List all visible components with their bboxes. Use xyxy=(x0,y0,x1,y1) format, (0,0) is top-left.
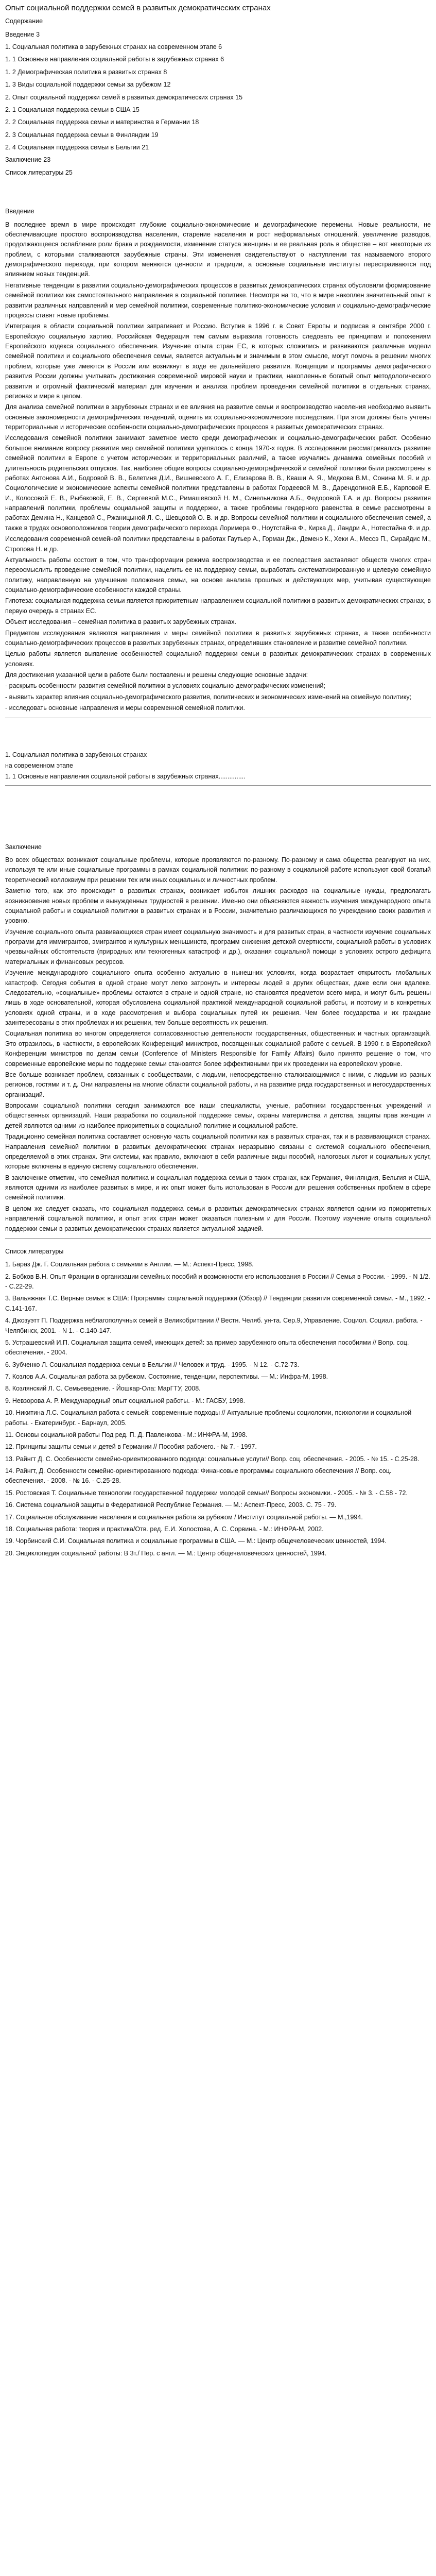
source-item: 18. Социальная работа: теория и практика/Отв. ред. Е.И. Холостова, А. С. Сорвина. - М.: ИНФРА-М, 2002. xyxy=(5,1525,324,1533)
intro-paragraph: Актуальность работы состоит в том, что трансформации режима воспроизводства и ее последствия заставляют обществ многих стран переосмыслить проведение семейной политики, нацелить ее на поддержку семьи, выработать систематизированную и целевую семейную политику, направленную на улучшение положения семьи, на основе анализа прошлых и действующих мер, учитывая существующие социально-демографические особенности каждой страны. xyxy=(5,556,431,594)
intro-paragraph: Объект исследования – семейная политика в развитых зарубежных странах. xyxy=(5,618,236,626)
intro-paragraph: Для достижения указанной цели в работе были поставлены и решены следующие основные задачи: xyxy=(5,671,308,679)
intro-paragraph: Негативные тенденции в развитии социально-демографических процессов в развитых демократических странах обусловили формирование семейной политики как самостоятельного направления в социальной политике. Несмотря на то, что в мире накоплен значительный опыт в развитии различных направлений и мер семейной политики, современные политико-экономические условия и социально-демографические процессы ставят новые проблемы. xyxy=(5,281,431,319)
source-item: 17. Социальное обслуживание населения и социальная работа за рубежом / Институт социальной работы. — М.,1994. xyxy=(5,1513,363,1521)
source-item: 10. Никитина Л.С. Социальная работа с семьей: современные подходы // Актуальные проблемы социологии, психологии и социальной работы. - Екатеринбург. - Барнаул, 2005. xyxy=(5,1409,412,1427)
intro-paragraph: - раскрыть особенности развития семейной политики в условиях социально-демографических изменений; xyxy=(5,682,325,690)
source-item: 12. Принципы защиты семьи и детей в Германии // Пособия рабочего. - № 7. - 1997. xyxy=(5,1443,257,1451)
toc-heading: Содержание xyxy=(5,18,43,25)
source-item: 5. Устрашевский И.П. Социальная защита семей, имеющих детей: за пример зарубежного опыта обеспечения пособиями // Вопр. соц. обеспечения. - 2004. xyxy=(5,1338,409,1357)
intro-paragraph: Предметом исследования являются направления и меры семейной политики в развитых зарубежных странах, а также особенности социально-демографических процессов в развитых зарубежных странах, определивших становление и развитие семейной политики. xyxy=(5,629,431,647)
source-item: 15. Ростовская Т. Социальные технологии государственной поддержки молодой семьи// Вопросы экономики. - 2005. - № 3. - С.58 - 72. xyxy=(5,1489,408,1497)
source-item: 2. Бобков В.Н. Опыт Франции в организации семейных пособий и возможности его использования в России // Семья в России. - 1999. - N 1/2. - С.22-29. xyxy=(5,1273,430,1290)
toc-item[interactable]: 2. 4 Социальная поддержка семьи в Бельгии 21 xyxy=(5,144,149,151)
source-item: 8. Козлянский Л. С. Семьеведение. - Йошкар-Ола: МарГТУ, 2008. xyxy=(5,1385,201,1393)
source-item: 14. Райнгт, Д. Особенности семейно-ориентированного подхода: Финансовые программы социального обеспечения // Вопр. соц. обеспечения. - 2008. - № 16. - С.25-28. xyxy=(5,1467,392,1485)
conclusion-heading: Заключение xyxy=(5,843,42,851)
toc-item[interactable]: 2. 2 Социальная поддержка семьи и материнства в Германии 18 xyxy=(5,118,199,126)
divider xyxy=(5,785,431,786)
source-item: 19. Чорбинский С.И. Социальная политика и социальные программы в США. — М.: Центр общечеловеческих ценностей, 1994. xyxy=(5,1537,387,1545)
toc-item[interactable]: 2. 1 Социальная поддержка семьи в США 15 xyxy=(5,106,139,113)
toc-item[interactable]: 2. Опыт социальной поддержки семей в развитых демократических странах 15 xyxy=(5,93,243,101)
intro-paragraph: Гипотеза: социальная поддержка семьи является приоритетным направлением социальной политики в развитых демократических странах, в первую очередь в странах ЕС. xyxy=(5,597,431,615)
chapter-line: 1. Социальная политика в зарубежных странах xyxy=(5,751,147,758)
conclusion-paragraph: В целом же следует сказать, что социальная поддержка семьи в развитых демократических странах является одним из приоритетных направлений социальной политики, и опыт этих стран может оказаться полезным и для России. Поэтому изучение опыта социальной поддержки семьи в развитых демократических странах является актуальной задачей. xyxy=(5,1205,431,1232)
source-item: 13. Райнгт Д. С. Особенности семейно-ориентированного подхода: социальные услуги// Вопр. соц. обеспечения. - 2005. - № 15. - С.25-28. xyxy=(5,1455,420,1463)
chapter-line: на современном этапе xyxy=(5,761,73,769)
source-item: 6. Зубченко Л. Социальная поддержка семьи в Бельгии // Человек и труд. - 1995. - N 12. - С.72-73. xyxy=(5,1361,300,1368)
toc-item[interactable]: 1. 2 Демографическая политика в развитых странах 8 xyxy=(5,68,167,76)
conclusion-paragraph: В заключение отметим, что семейная политика и социальная поддержка семьи в таких странах, как Германия, Финляндия, Бельгия и США, являются одними из наиболее развитых в мире, и их опыт может быть использован в России для решения собственных проблем в сфере семейной политики. xyxy=(5,1174,431,1201)
document-title: Опыт социальной поддержки семей в развитых демократических странах xyxy=(5,4,271,12)
intro-paragraph: Для анализа семейной политики в зарубежных странах и ее влияния на развитие семьи и воспроизводство населения необходимо выявить основные закономерности демографических тенденций, оценить их социально-экономические последствия. При этом должны быть учтены территориальные и исторические особенности социально-демографических процессов в развитых демократических странах. xyxy=(5,403,431,431)
conclusion-body xyxy=(5,855,431,1234)
source-item: 7. Козлов А.А. Социальная работа за рубежом. Состояние, тенденции, перспективы. — М.: Инфра-М, 1998. xyxy=(5,1373,328,1380)
intro-paragraph: Целью работы является выявление особенностей социальной поддержки семьи в развитых демократических странах в современных условиях. xyxy=(5,650,431,668)
conclusion-paragraph: Традиционно семейная политика составляет основную часть социальной политики как в развитых странах, так и в развивающихся странах. Направления семейной политики в развитых демократических странах неразрывно связаны с системой социального обеспечения, определяемой в этих странах. Эти системы, как правило, включают в себя различные виды пособий, налоговых льгот и социальных услуг, которые включены в единую систему социального обеспечения. xyxy=(5,1133,431,1171)
intro-paragraph: Исследования современной семейной политики представлены в работах Гаутьер А., Горман Дж., Деменэ К., Хеки А., Мессэ П., Сирайдис М., Стропова Н. и др. xyxy=(5,535,431,553)
chapter-heading xyxy=(5,750,431,782)
source-item: 20. Энциклопедия социальной работы: В 3т./ Пер. с англ. — М.: Центр общечеловеческих ценностей, 1994. xyxy=(5,1549,327,1557)
source-item: 11. Основы социальной работы Под ред. П. Д. Павленкова - М.: ИНФРА-М, 1998. xyxy=(5,1431,248,1438)
intro-heading: Введение xyxy=(5,208,34,215)
conclusion-paragraph: Вопросами социальной политики сегодня занимаются все наши специалисты, ученые, работники государственных учреждений и общественных организаций. Наши разработки по социальной поддержке семьи, охраны материнства и детства, защиты прав женщин и детей являются одними из наиболее приоритетных в социальной политике и социальной работе. xyxy=(5,1102,431,1129)
conclusion-paragraph: Изучение социального опыта развивающихся стран имеет социальную значимость и для развитых стран, в частности изучение социальных программ для иммигрантов, эмигрантов и культурных меньшинств, программ снижения детской смертности, социальной работы в условиях чрезвычайных обстоятельств (природных или техногенных катастроф и др.), оказания социальной помощи в условиях острого дефицита материальных и финансовых ресурсов. xyxy=(5,928,431,965)
toc-item[interactable]: 1. Социальная политика в зарубежных странах на современном этапе 6 xyxy=(5,43,222,50)
intro-paragraph: Исследования семейной политики занимают заметное место среди демографических и социально-демографических работ. Особенно большое внимание вопросу развития мер семейной политики уделялось с конца 1970-х годов. В исследовании рассматривались развитие семейной политики в Европе с учетом исторических и территориальных различий, а также изучались динамика семейных пособий и длительность родительских отпусков. Так, наиболее общие вопросы социально-демографической и семейной политики были рассмотрены в работах Антонова А.И., Бодровой В. В., Белетиня Д.И., Вишневского А. Г., Елизарова В. В., Кваши А. Я., Медкова В.М., Сонина М. Я. и др. Социологические и экономические аспекты семейной политики представлены в работах Гордеевой М. В., Дарендогиной Е.Б., Карповой Е. И., Колосовой Е. В., Рыбаковой, Е. В., Сергеевой М.С., Римашевской Н. М., Синельникова А.Б., Федоровой Т.А. и др. Вопросы развития направлений политики, проблемы социальной защиты и поддержки, а также проблемы гендерного равенства в семье рассмотрены в работах Демина Н., Канцевой С., Ржаницыной Л. С., Шевцовой О. В. и др. Вопросы семейной политики и социального обеспечения семей, а также в трудах основоположников теории демографического перехода Лоримера Ф., Ноутстайна Ф., Кирка Д., Ландри А., Нотестайна Ф. и др. xyxy=(5,434,431,532)
intro-paragraph: - выявить характер влияния социально-демографического развития, политических и экономических изменений на семейную политику; xyxy=(5,693,412,701)
conclusion-paragraph: Во всех обществах возникают социальные проблемы, которые проявляются по-разному. По-разному и сама общества реагируют на них, используя те или иные социальные программы в рамках социальной политики: по-разному в социальной работе используют свой богатый теоретический коллоквиум при решении тех или иных социальных и личностных проблем. xyxy=(5,856,431,884)
source-item: 3. Вальяжная Т.С. Верные семья: в США: Программы социальной поддержки (Обзор) // Тенденции развития современной семьи. - М., 1992. - С.141-167. xyxy=(5,1295,430,1312)
toc-item[interactable]: 2. 3 Социальная поддержка семьи в Финляндии 19 xyxy=(5,131,159,139)
toc-item[interactable]: Список литературы 25 xyxy=(5,168,73,176)
intro-paragraph: В последнее время в мире происходят глубокие социально-экономические и демографические перемены. Новые реальности, не обеспечивающие простого воспроизводства населения, старение населения и рост неформальных отношений, увеличение разводов, продолжающееся ослабление роли брака и рождаемости, изменение статуса женщины и ее реальная роль в обществе – вот некоторые из проблем, с которыми сталкиваются зарубежные страны. Эти изменения свидетельствуют о наступлении так называемого второго демографического перехода, при котором меняются ценности и традиции, а основные социальные институты перестраиваются под влиянием новых тенденций. xyxy=(5,221,431,278)
chapter-line: 1. 1 Основные направления социальной работы в зарубежных странах............... xyxy=(5,773,246,781)
source-item: 16. Система социальной защиты в Федеративной Республике Германия. — М.: Аспект-Пресс, 2003. С. 75 - 79. xyxy=(5,1501,337,1509)
intro-paragraph: Интеграция в области социальной политики затрагивает и Россию. Вступив в 1996 г. в Совет Европы и подписав в сентябре 2000 г. Европейскую социальную хартию, Российская Федерация тем самым выразила готовность следовать ее принципам и положениям Европейского кодекса социального обеспечения. Изучение опыта стран ЕС, в которых сложились и развиваются различные модели семейной политики и социального обеспечения семьи, является актуальным и значимым в этом смысле, могут помочь в решении многих проблем, которые уже имеются в России или возникнут в ходе ее дальнейшего развития. Концепции и программы демографического развития России должны учитывать достижения современной мировой науки и практики, накопленные богатый опыт методологического развития и огромный фактический материал для изучения и анализа проблем проведения семейной политики в отдельных странах, регионах и мире в целом. xyxy=(5,323,431,400)
toc-item[interactable]: 1. 1 Основные направления социальной работы в зарубежных странах 6 xyxy=(5,56,224,63)
toc-item[interactable]: 1. 3 Виды социальной поддержки семьи за рубежом 12 xyxy=(5,81,171,89)
sources-heading: Список литературы xyxy=(5,1247,64,1255)
conclusion-paragraph: Заметно того, как это происходит в развитых странах, возникает избыток лишних расходов на социальные нужды, предполагать возникновение новых проблем и вынужденных трудностей в решении. Именно они объясняются важность изучения международного опыта социальной работы и социальной политики в развитых странах и в России, значительно различающихся по учреждению своих развития и уровню. xyxy=(5,887,431,925)
divider xyxy=(5,1238,431,1239)
toc-item[interactable]: Заключение 23 xyxy=(5,156,51,164)
intro-paragraph: - исследовать основные направления и меры современной семейной политики. xyxy=(5,704,245,712)
source-item: 4. Джозуэтт П. Поддержка неблагополучных семей в Великобритании // Вестн. Челяб. ун-та. Сер.9, Управление. Социол. Социал. работа. - Челябинск, 2001. - N 1. - С.140-147. xyxy=(5,1317,423,1334)
conclusion-paragraph: Изучение международного социального опыта особенно актуально в нынешних условиях, когда возрастает открытость глобальных катастроф. Сегодня события в одной стране могут легко затронуть и интересы людей в других обществах, даже если они вдалеке. Следовательно, «социальные» проблемы остаются в стране и одной стране, но становятся предметом всего мира, и могут быть решены лишь в ходе основательной, которая обусловлена социальной практикой международной социальной работы, и поэтому и в конкретных условиях одной страны, и в ходе рассмотрения и выбора социальных путей их решения. Чем более государства и их граждане заинтересованы в этих проблемах и их решении, тем больше вероятность их решения. xyxy=(5,969,431,1026)
conclusion-paragraph: Социальная политика во многом определяется согласованностью деятельности государственных, общественных и частных организаций. Это отразилось, в частности, в европейских Конференций министров, посвященных социальной работе с семьей. В 1990 г. в Европейской Конференции министров по делам семьи (Conference of Ministers Responsible for Family Affairs) было принято решение о том, что современные европейские меры по поддержке семьи становятся более эффективными при их проведении на европейском уровне. xyxy=(5,1030,431,1067)
conclusion-paragraph: Все больше возникает проблем, связанных с сообществами, с людьми, непосредственно сталкивающимися с ними, с людьми из разных регионов, гостями и т. д. Они направлены на многие области социальной работы, и на развитие ряда государственных и негосударственных организаций. xyxy=(5,1071,431,1098)
toc-item[interactable]: Введение 3 xyxy=(5,30,40,38)
intro-body xyxy=(5,220,431,714)
source-item: 1. Бараз Дж. Г. Социальная работа с семьями в Англии. — М.: Аспект-Пресс, 1998. xyxy=(5,1261,254,1268)
sources-list xyxy=(5,1260,431,1558)
source-item: 9. Невзорова А. Р. Международный опыт социальной работы. - М.: ГАСБУ, 1998. xyxy=(5,1397,246,1404)
table-of-contents xyxy=(5,30,431,178)
